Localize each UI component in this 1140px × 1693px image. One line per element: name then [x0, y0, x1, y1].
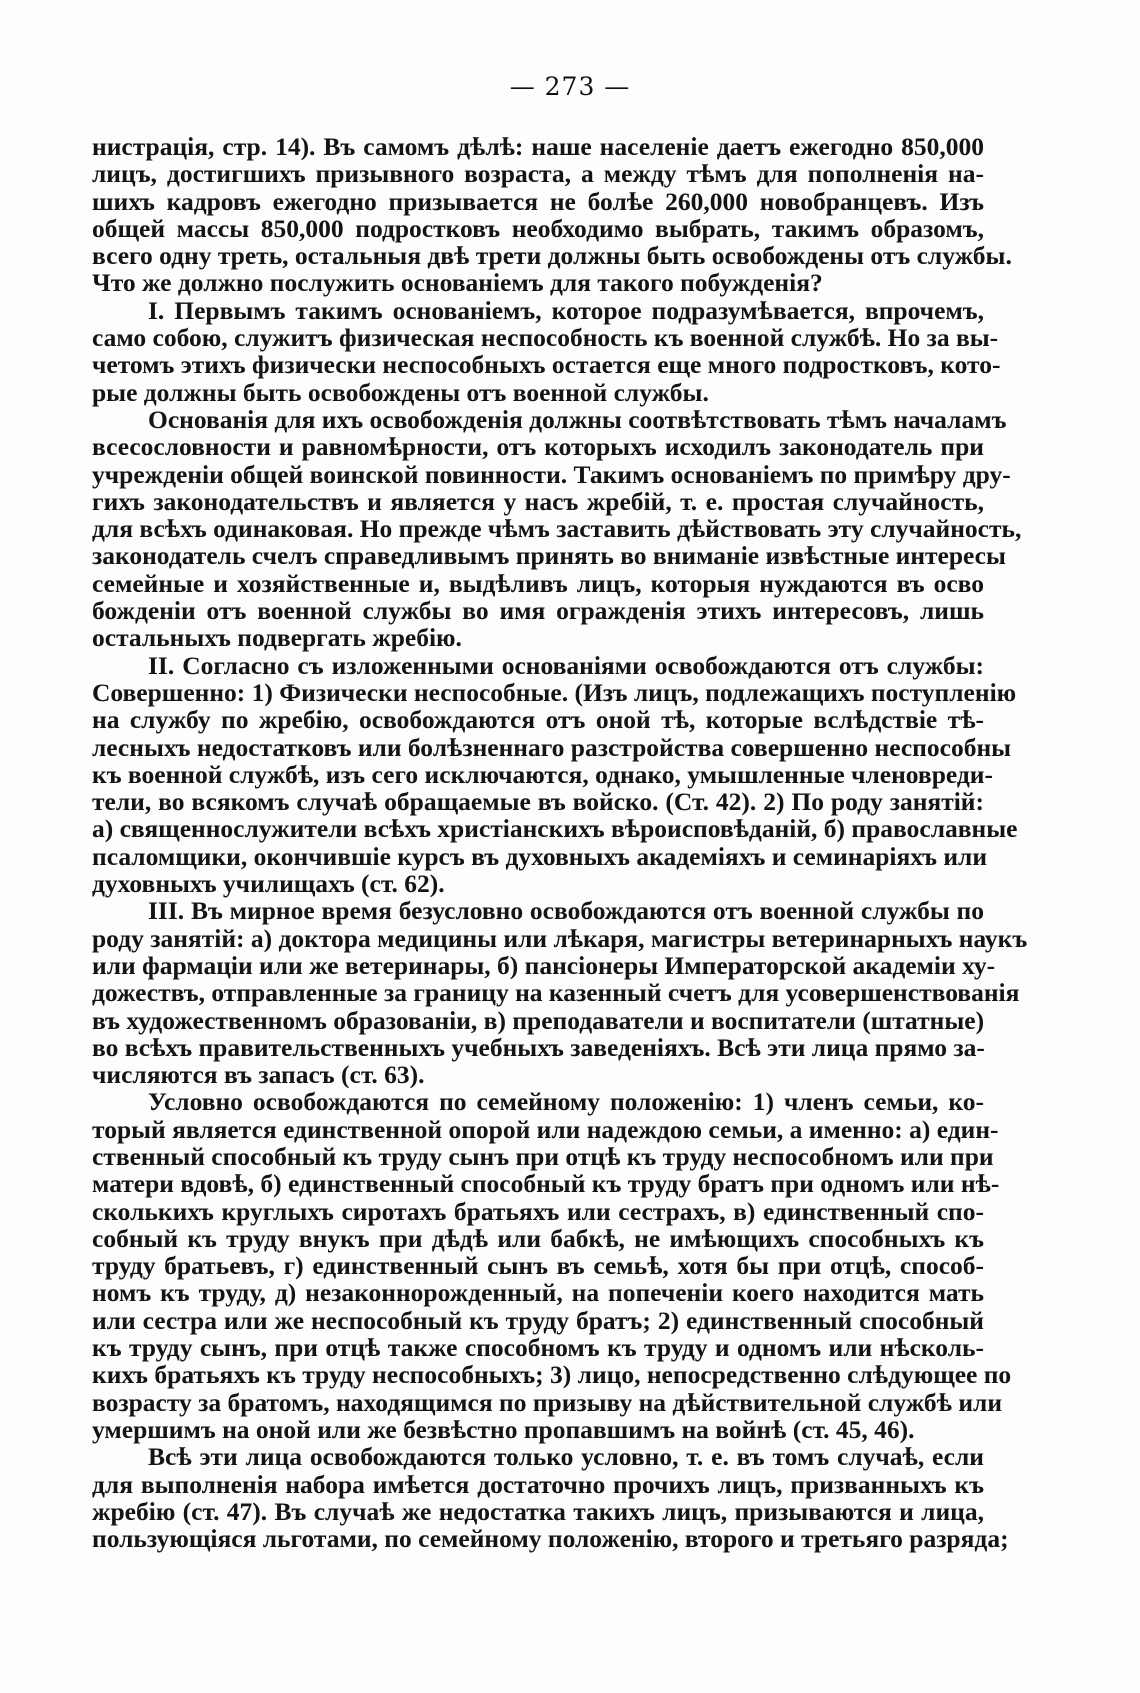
text-line: ственный способный къ труду сынъ при отцѣ къ труду неспособномъ или при [92, 1141, 994, 1171]
text-line: торый является единственной опорой или надеждою семьи, а именно: а) един- [92, 1114, 999, 1144]
text-line: номъ къ труду, д) незаконнорожденный, на попеченіи коего находится мать [92, 1278, 984, 1308]
text-line: нистрація, стр. 14). Въ самомъ дѣлѣ: наше населеніе даетъ ежегодно 850,000 [92, 132, 984, 161]
text-line: всесословности и равномѣрности, отъ которыхъ исходилъ законодатель при [92, 432, 984, 462]
text-line: въ художественномъ образованіи, в) преподаватели и воспитатели (штатные) [92, 1005, 985, 1035]
text-line: Что же должно послужить основаніемъ для такого побужденія? [92, 268, 823, 298]
text-line: сколькихъ круглыхъ сиротахъ братьяхъ или сестрахъ, в) единственный спо- [92, 1196, 984, 1226]
text-line: или сестра или же неспособный къ труду братъ; 2) единственный способный [92, 1305, 984, 1335]
text-line: къ военной службѣ, изъ сего исключаются, однако, умышленные членовреди- [92, 759, 993, 789]
text-line: роду занятій: а) доктора медицины или лѣкаря, магистры ветеринарныхъ наукъ [92, 923, 1028, 953]
text-line: Совершенно: 1) Физически неспособные. (Изъ лицъ, подлежащихъ поступленію [92, 677, 1017, 707]
text-line: собный къ труду внукъ при дѣдѣ или бабкѣ, не имѣющихъ способныхъ къ [92, 1223, 984, 1253]
text-line: тели, во всякомъ случаѣ обращаемые въ войско. (Ст. 42). 2) По роду занятій: [92, 787, 984, 817]
text-line: дожествъ, отправленные за границу на казенный счетъ для усовершенствованія [92, 978, 1020, 1008]
text-line: матери вдовѣ, б) единственный способный къ труду братъ при одномъ или нѣ- [92, 1169, 1000, 1199]
text-line: гихъ законодательствъ и является у насъ жребій, т. е. простая случайность, [92, 486, 984, 516]
text-line: числяются въ запасъ (ст. 63). [92, 1060, 425, 1090]
text-line: I. Первымъ такимъ основаніемъ, которое подразумѣвается, впрочемъ, [148, 295, 984, 325]
text-line: псаломщики, окончившіе курсъ въ духовныхъ академіяхъ и семинаріяхъ или [92, 841, 988, 871]
text-line: для выполненія набора имѣется достаточно прочихъ лицъ, призванныхъ къ [92, 1469, 984, 1499]
text-line: II. Согласно съ изложенными основаніями освобождаются отъ службы: [148, 650, 984, 680]
text-line: законодатель счелъ справедливымъ принять во вниманіе извѣстные интересы [92, 541, 1006, 571]
text-line: лицъ, достигшихъ призывного возраста, а между тѣмъ для пополненія на- [92, 159, 984, 189]
text-line: къ труду сынъ, при отцѣ также способномъ къ труду и одномъ или нѣсколь- [92, 1333, 984, 1363]
body-text [92, 132, 1028, 1554]
text-line: для всѣхъ одинаковая. Но прежде чѣмъ заставить дѣйствовать эту случайность, [92, 514, 1022, 544]
text-line: во всѣхъ правительственныхъ учебныхъ заведеніяхъ. Всѣ эти лица прямо за- [92, 1032, 985, 1062]
text-line: божденіи отъ военной службы во имя огражденія этихъ интересовъ, лишь [92, 596, 984, 626]
text-line: духовныхъ училищахъ (ст. 62). [92, 869, 445, 899]
text-line: всего одну треть, остальныя двѣ трети должны быть освобождены отъ службы. [92, 241, 1012, 271]
text-line: Условно освобождаются по семейному положенію: 1) членъ семьи, ко- [148, 1087, 984, 1117]
text-line: само собою, служитъ физическая неспособность къ военной службѣ. Но за вы- [92, 323, 999, 353]
text-line: III. Въ мирное время безусловно освобождаются отъ военной службы по [148, 896, 984, 926]
text-line: семейные и хозяйственные и, выдѣливъ лицъ, которыя нуждаются въ осво [92, 568, 984, 598]
text-line: общей массы 850,000 подростковъ необходимо выбрать, такимъ образомъ, [92, 213, 984, 243]
text-line: Основанія для ихъ освобожденія должны соотвѣтствовать тѣмъ началамъ [148, 404, 1007, 434]
text-line: труду братьевъ, г) единственный сынъ въ семьѣ, хотя бы при отцѣ, способ- [92, 1251, 984, 1281]
text-line: пользующіяся льготами, по семейному положенію, второго и третьяго разряда; [92, 1524, 1009, 1554]
text-line: шихъ кадровъ ежегодно призывается не болѣе 260,000 новобранцевъ. Изъ [92, 186, 984, 216]
text-line: а) священнослужители всѣхъ христіанскихъ вѣроисповѣданій, б) православные [92, 814, 1018, 844]
text-line: жребію (ст. 47). Въ случаѣ же недостатка такихъ лицъ, призываются и лица, [92, 1496, 984, 1526]
text-line: Всѣ эти лица освобождаются только условно, т. е. въ томъ случаѣ, если [148, 1442, 984, 1472]
text-line: лесныхъ недостатковъ или болѣзненнаго разстройства совершенно неспособны [92, 732, 1012, 762]
text-line: рые должны быть освобождены отъ военной службы. [92, 377, 709, 407]
text-line: на службу по жребію, освобождаются отъ оной тѣ, которые вслѣдствіе тѣ- [92, 705, 984, 735]
text-line: четомъ этихъ физически неспособныхъ остается еще много подростковъ, кото- [92, 350, 1001, 380]
text-line: остальныхъ подвергать жребію. [92, 623, 462, 653]
text-line: кихъ братьяхъ къ труду неспособныхъ; 3) лицо, непосредственно слѣдующее по [92, 1360, 1012, 1390]
text-line: возрасту за братомъ, находящимся по призыву на дѣйствительной службѣ или [92, 1387, 1003, 1417]
text-line: или фармаціи или же ветеринары, б) пансіонеры Императорской академіи ху- [92, 950, 996, 980]
page-number: — 273 — [509, 72, 631, 101]
text-line: учрежденіи общей воинской повинности. Такимъ основаніемъ по примѣру дру- [92, 459, 1011, 489]
text-line: умершимъ на оной или же безвѣстно пропавшимъ на войнѣ (ст. 45, 46). [92, 1414, 915, 1444]
